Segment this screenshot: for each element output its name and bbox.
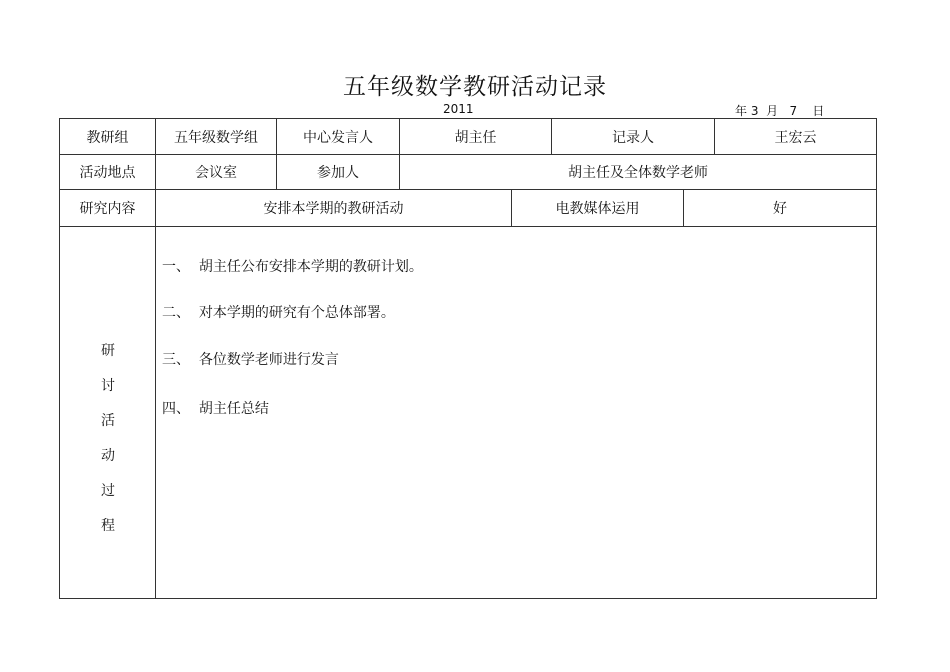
- location-label: 活动地点: [79, 165, 136, 181]
- process-label-char: 程: [101, 518, 115, 534]
- process-label: [60, 334, 156, 544]
- process-item: 一、 胡主任公布安排本学期的教研计划。: [162, 259, 423, 275]
- content-value: 安排本学期的教研活动: [263, 201, 404, 217]
- media-value: 好: [773, 201, 787, 217]
- process-label-char: 动: [101, 448, 115, 464]
- process-label-char: 过: [101, 483, 115, 499]
- group-value: 五年级数学组: [174, 129, 258, 146]
- group-label: 教研组: [86, 129, 129, 146]
- process-label-char: 讨: [101, 378, 115, 394]
- process-label-char: 研: [101, 343, 115, 359]
- document-title: 五年级数学教研活动记录: [343, 74, 607, 100]
- participants-value: 胡主任及全体数学老师: [568, 165, 708, 181]
- process-label-char: 活: [101, 413, 115, 429]
- row-divider: [59, 226, 877, 227]
- location-value: 会议室: [195, 165, 237, 181]
- process-item: 二、 对本学期的研究有个总体部署。: [162, 305, 395, 321]
- speaker-value: 胡主任: [454, 129, 497, 146]
- content-label: 研究内容: [79, 201, 136, 217]
- participants-label: 参加人: [317, 165, 359, 181]
- process-item: 三、 各位数学老师进行发言: [162, 352, 339, 368]
- recorder-value: 王宏云: [774, 129, 817, 146]
- speaker-label: 中心发言人: [303, 129, 373, 146]
- media-label: 电教媒体运用: [555, 201, 640, 217]
- date-year: 2011: [443, 102, 474, 116]
- recorder-label: 记录人: [612, 129, 654, 146]
- date-month-day: 年 3 月 7 日: [735, 104, 825, 118]
- process-item: 四、 胡主任总结: [162, 401, 269, 417]
